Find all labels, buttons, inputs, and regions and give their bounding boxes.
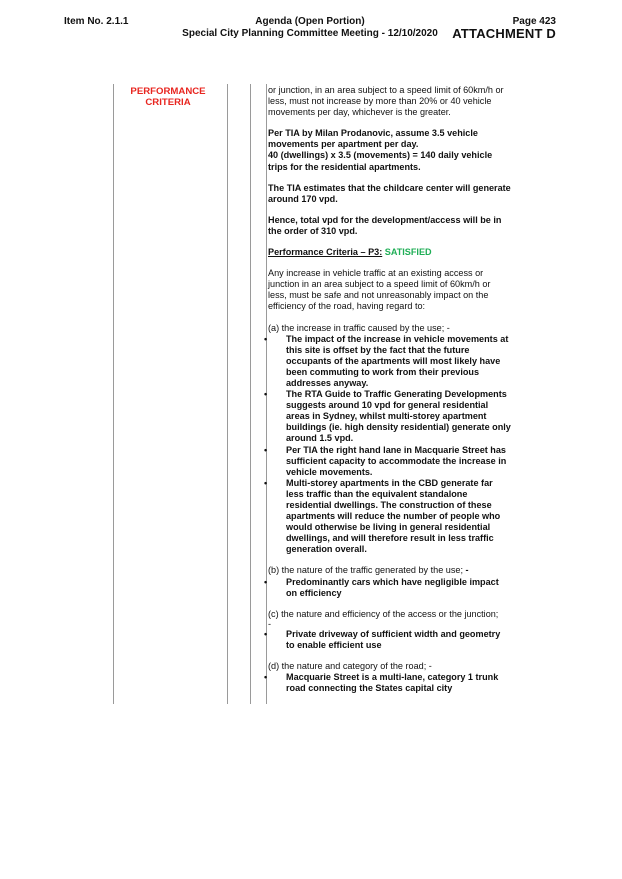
tia-assumption-line1: Per TIA by Milan Prodanovic, assume 3.5 vehicle movements per apartment per day. (268, 128, 478, 150)
criterion-b-heading (268, 565, 511, 576)
criterion-b-dash: - (465, 565, 469, 576)
list-item-text: Multi-storey apartments in the CBD generate far less traffic than the equivalent standalone residential dwellings. The construction of these apartments will reduce the number of people who would otherwise be living in general residential dwellings, and will therefore result in less traffic generation overall. (286, 477, 501, 555)
bullet-icon: • (264, 477, 268, 488)
list-item-text: Private driveway of sufficient width and geometry to enable efficient use (286, 628, 501, 650)
bullet-icon: • (264, 389, 268, 400)
list-item (264, 444, 511, 478)
pc-heading-text: Performance Criteria – P3: (268, 247, 383, 258)
bullet-icon: • (264, 444, 268, 455)
status-badge: SATISFIED (384, 247, 432, 258)
performance-criteria-text: Any increase in vehicle traffic at an existing access or junction in an area subject to a speed limit of 60km/h or less, must be safe and not unreasonably impact on the efficiency of the road, having regard to: (268, 268, 491, 312)
criterion-c-heading: (c) the nature and efficiency of the access or the junction; (268, 608, 499, 619)
childcare-estimate: The TIA estimates that the childcare center will generate around 170 vpd. (268, 182, 511, 204)
page-header-right (452, 16, 556, 40)
assessment-content (264, 85, 511, 694)
list-item-text: Macquarie Street is a multi-lane, category 1 trunk road connecting the States capital city (286, 672, 499, 694)
agenda-title: Agenda (Open Portion) (255, 16, 365, 27)
bullet-icon: • (264, 333, 268, 344)
bullet-icon: • (264, 576, 268, 587)
list-item-text: Predominantly cars which have negligible impact on efficiency (286, 576, 499, 598)
criterion-a-heading: (a) the increase in traffic caused by the use; - (268, 322, 450, 333)
criterion-a-list (264, 333, 511, 556)
criteria-text: or junction, in an area subject to a speed limit of 60km/h or less, must not increase by more than 20% or 40 vehicle movements per day, whichever is the greater. (268, 85, 504, 118)
list-item (264, 672, 511, 694)
total-vpd: Hence, total vpd for the development/access will be in the order of 310 vpd. (268, 214, 502, 236)
meeting-title: Special City Planning Committee Meeting - 12/10/2020 (182, 28, 438, 39)
tia-assumption-line2: 40 (dwellings) x 3.5 (movements) = 140 daily vehicle trips for the residential apartments. (268, 150, 493, 172)
criterion-b-text: (b) the nature of the traffic generated by the use; (268, 565, 463, 576)
agenda-header (160, 16, 460, 40)
section-label: PERFORMANCE CRITERIA (130, 86, 206, 108)
table-divider-1 (227, 84, 228, 704)
page-number: Page 423 (512, 16, 556, 27)
table-divider-2 (250, 84, 251, 704)
list-item-text: The impact of the increase in vehicle movements at this site is offset by the fact that the future occupants of the apartments will most likely have been commuting to work from their previous addresses anyway. (286, 333, 509, 388)
list-item (264, 628, 511, 651)
bullet-icon: • (264, 628, 268, 639)
table-border-left (113, 84, 114, 704)
item-number: Item No. 2.1.1 (64, 16, 129, 27)
performance-criteria-heading (268, 247, 511, 258)
tia-assumption (268, 128, 511, 172)
criterion-d-list (264, 672, 511, 694)
criterion-c-dash: - (268, 618, 272, 629)
criterion-d-heading: (d) the nature and category of the road; - (268, 661, 432, 672)
list-item (264, 576, 511, 599)
criterion-c-list (264, 628, 511, 651)
bullet-icon: • (264, 672, 268, 683)
list-item-text: The RTA Guide to Traffic Generating Developments suggests around 10 vpd for general residential areas in Sydney, whilst multi-storey apartment buildings (ie. high density residential) generate only around 1.5 vpd. (286, 389, 511, 444)
criterion-b-list (264, 576, 511, 599)
list-item-text: Per TIA the right hand lane in Macquarie Street has sufficient capacity to accommodate the increase in vehicle movements. (286, 444, 507, 477)
list-item (264, 333, 511, 389)
list-item (264, 477, 511, 556)
list-item (264, 389, 511, 444)
attachment-label: ATTACHMENT D (452, 26, 556, 41)
